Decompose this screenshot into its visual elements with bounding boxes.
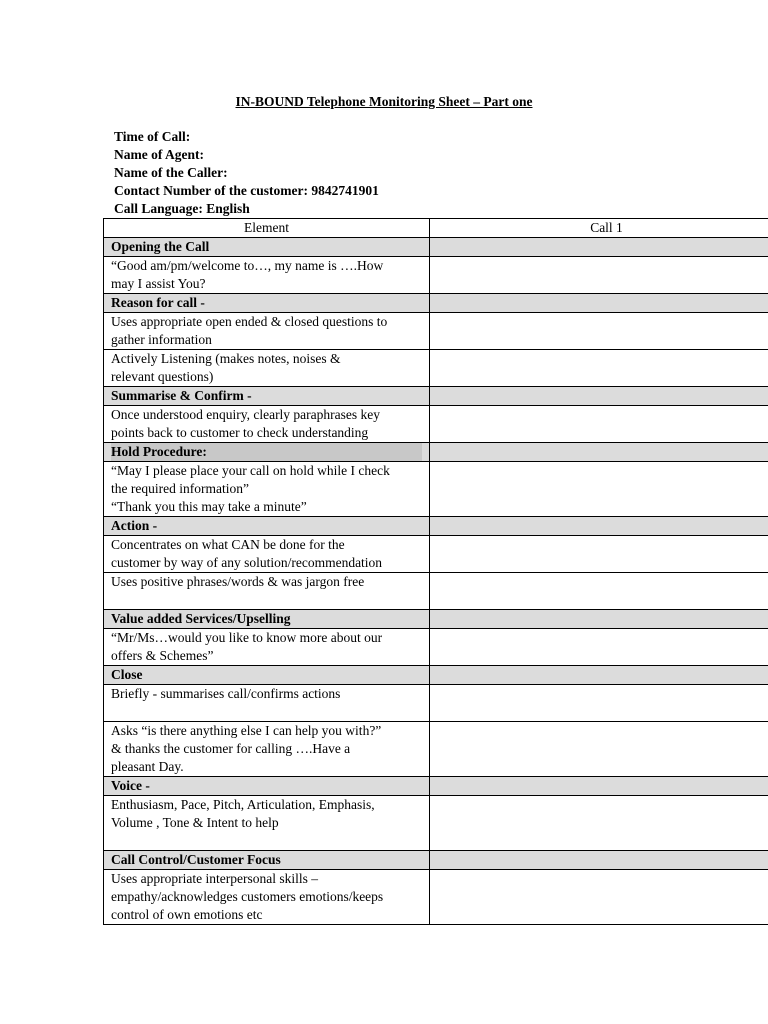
criterion-cell bbox=[104, 462, 430, 517]
criterion-row bbox=[104, 722, 768, 777]
criterion-row bbox=[104, 406, 768, 443]
call-1-score-cell[interactable] bbox=[430, 870, 768, 925]
call-1-score-cell[interactable] bbox=[430, 387, 768, 406]
criterion-text-line: the required information” bbox=[111, 481, 249, 496]
time-of-call-label: Time of Call: bbox=[114, 129, 191, 144]
criterion-cell bbox=[104, 406, 430, 443]
section-title-cell bbox=[104, 851, 430, 870]
call-1-score-cell[interactable] bbox=[430, 313, 768, 350]
criterion-text-line: relevant questions) bbox=[111, 369, 214, 384]
criterion-row bbox=[104, 462, 768, 517]
section-row bbox=[104, 610, 768, 629]
criterion-row bbox=[104, 685, 768, 722]
section-title-cell bbox=[104, 294, 430, 313]
criterion-cell bbox=[104, 573, 430, 610]
criterion-cell bbox=[104, 870, 430, 925]
criterion-text-line: Enthusiasm, Pace, Pitch, Articulation, Emphasis, bbox=[111, 797, 375, 812]
call-1-score-cell[interactable] bbox=[430, 722, 768, 777]
section-title-cell bbox=[104, 610, 430, 629]
criterion-text-line: Volume , Tone & Intent to help bbox=[111, 815, 279, 830]
criterion-cell bbox=[104, 536, 430, 573]
criterion-row bbox=[104, 629, 768, 666]
section-title-cell bbox=[104, 443, 430, 462]
element-column-header: Element bbox=[104, 219, 430, 238]
section-row bbox=[104, 777, 768, 796]
criterion-text-line: & thanks the customer for calling ….Have a bbox=[111, 741, 351, 756]
call-1-score-cell[interactable] bbox=[430, 851, 768, 870]
call-1-score-cell[interactable] bbox=[430, 796, 768, 851]
criterion-text-line: empathy/acknowledges customers emotions/keeps bbox=[111, 889, 384, 904]
criterion-text-line: customer by way of any solution/recommendation bbox=[111, 555, 383, 570]
section-title: Call Control/Customer Focus bbox=[111, 852, 281, 867]
section-title-cell bbox=[104, 238, 430, 257]
criterion-cell bbox=[104, 685, 430, 722]
call-1-score-cell[interactable] bbox=[430, 443, 768, 462]
section-row bbox=[104, 238, 768, 257]
caller-name-label: Name of the Caller: bbox=[114, 165, 228, 180]
criterion-text-line: Asks “is there anything else I can help you with?” bbox=[111, 723, 382, 738]
call-language-label: Call Language: English bbox=[114, 201, 250, 216]
call-column-header: Call 1 bbox=[430, 219, 768, 238]
call-1-score-cell[interactable] bbox=[430, 536, 768, 573]
criterion-text-line: control of own emotions etc bbox=[111, 907, 263, 922]
criterion-row bbox=[104, 350, 768, 387]
section-title: Reason for call - bbox=[111, 295, 205, 310]
page-title: IN-BOUND Telephone Monitoring Sheet – Part one bbox=[235, 94, 533, 109]
table-header-row bbox=[104, 219, 768, 238]
call-1-score-cell[interactable] bbox=[430, 350, 768, 387]
criterion-cell bbox=[104, 629, 430, 666]
criterion-row bbox=[104, 536, 768, 573]
criterion-row bbox=[104, 257, 768, 294]
criterion-text-line: Uses appropriate open ended & closed questions to bbox=[111, 314, 388, 329]
criterion-text-line bbox=[111, 832, 422, 850]
section-title: Voice - bbox=[111, 778, 150, 793]
criterion-text-line bbox=[111, 591, 422, 609]
call-1-score-cell[interactable] bbox=[430, 573, 768, 610]
call-1-score-cell[interactable] bbox=[430, 629, 768, 666]
section-row bbox=[104, 443, 768, 462]
criterion-text-line: offers & Schemes” bbox=[111, 648, 214, 663]
call-details bbox=[114, 128, 379, 218]
section-title-cell bbox=[104, 387, 430, 406]
section-title: Hold Procedure: bbox=[111, 443, 422, 461]
criterion-cell bbox=[104, 796, 430, 851]
criterion-cell bbox=[104, 722, 430, 777]
criterion-text-line: Actively Listening (makes notes, noises & bbox=[111, 351, 341, 366]
agent-name-label: Name of Agent: bbox=[114, 147, 204, 162]
criterion-text-line: Briefly - summarises call/confirms actions bbox=[111, 686, 341, 701]
call-1-score-cell[interactable] bbox=[430, 610, 768, 629]
criterion-cell bbox=[104, 350, 430, 387]
call-1-score-cell[interactable] bbox=[430, 685, 768, 722]
criterion-cell bbox=[104, 257, 430, 294]
section-title: Close bbox=[111, 667, 143, 682]
monitoring-table bbox=[103, 218, 768, 925]
section-title-cell bbox=[104, 517, 430, 536]
call-1-score-cell[interactable] bbox=[430, 777, 768, 796]
criterion-text-line: pleasant Day. bbox=[111, 759, 184, 774]
criterion-row bbox=[104, 796, 768, 851]
section-row bbox=[104, 851, 768, 870]
criterion-row bbox=[104, 573, 768, 610]
criterion-text-line: Uses appropriate interpersonal skills – bbox=[111, 871, 318, 886]
call-1-score-cell[interactable] bbox=[430, 517, 768, 536]
call-1-score-cell[interactable] bbox=[430, 666, 768, 685]
criterion-text-line: Concentrates on what CAN be done for the bbox=[111, 537, 345, 552]
call-1-score-cell[interactable] bbox=[430, 462, 768, 517]
criterion-text-line: Uses positive phrases/words & was jargon free bbox=[111, 574, 365, 589]
criterion-text-line: “Good am/pm/welcome to…, my name is ….How bbox=[111, 258, 384, 273]
table-body bbox=[104, 238, 768, 925]
section-row bbox=[104, 387, 768, 406]
section-title: Opening the Call bbox=[111, 239, 210, 254]
criterion-row bbox=[104, 870, 768, 925]
call-1-score-cell[interactable] bbox=[430, 406, 768, 443]
criterion-text-line: gather information bbox=[111, 332, 212, 347]
criterion-text-line bbox=[111, 703, 422, 721]
section-row bbox=[104, 517, 768, 536]
criterion-cell bbox=[104, 313, 430, 350]
criterion-text-line: “Mr/Ms…would you like to know more about our bbox=[111, 630, 383, 645]
call-1-score-cell[interactable] bbox=[430, 294, 768, 313]
contact-number-label: Contact Number of the customer: 9842741901 bbox=[114, 183, 379, 198]
section-title: Value added Services/Upselling bbox=[111, 611, 291, 626]
criterion-text-line: Once understood enquiry, clearly paraphrases key bbox=[111, 407, 381, 422]
section-title-cell bbox=[104, 777, 430, 796]
criterion-text-line: “May I please place your call on hold while I check bbox=[111, 463, 390, 478]
criterion-text-line: may I assist You? bbox=[111, 276, 206, 291]
section-row bbox=[104, 666, 768, 685]
call-1-score-cell[interactable] bbox=[430, 238, 768, 257]
section-title-cell bbox=[104, 666, 430, 685]
section-title: Action - bbox=[111, 518, 158, 533]
criterion-text-line: points back to customer to check understanding bbox=[111, 425, 369, 440]
criterion-text-line: “Thank you this may take a minute” bbox=[111, 499, 307, 514]
criterion-row bbox=[104, 313, 768, 350]
section-row bbox=[104, 294, 768, 313]
section-title: Summarise & Confirm - bbox=[111, 388, 252, 403]
call-1-score-cell[interactable] bbox=[430, 257, 768, 294]
